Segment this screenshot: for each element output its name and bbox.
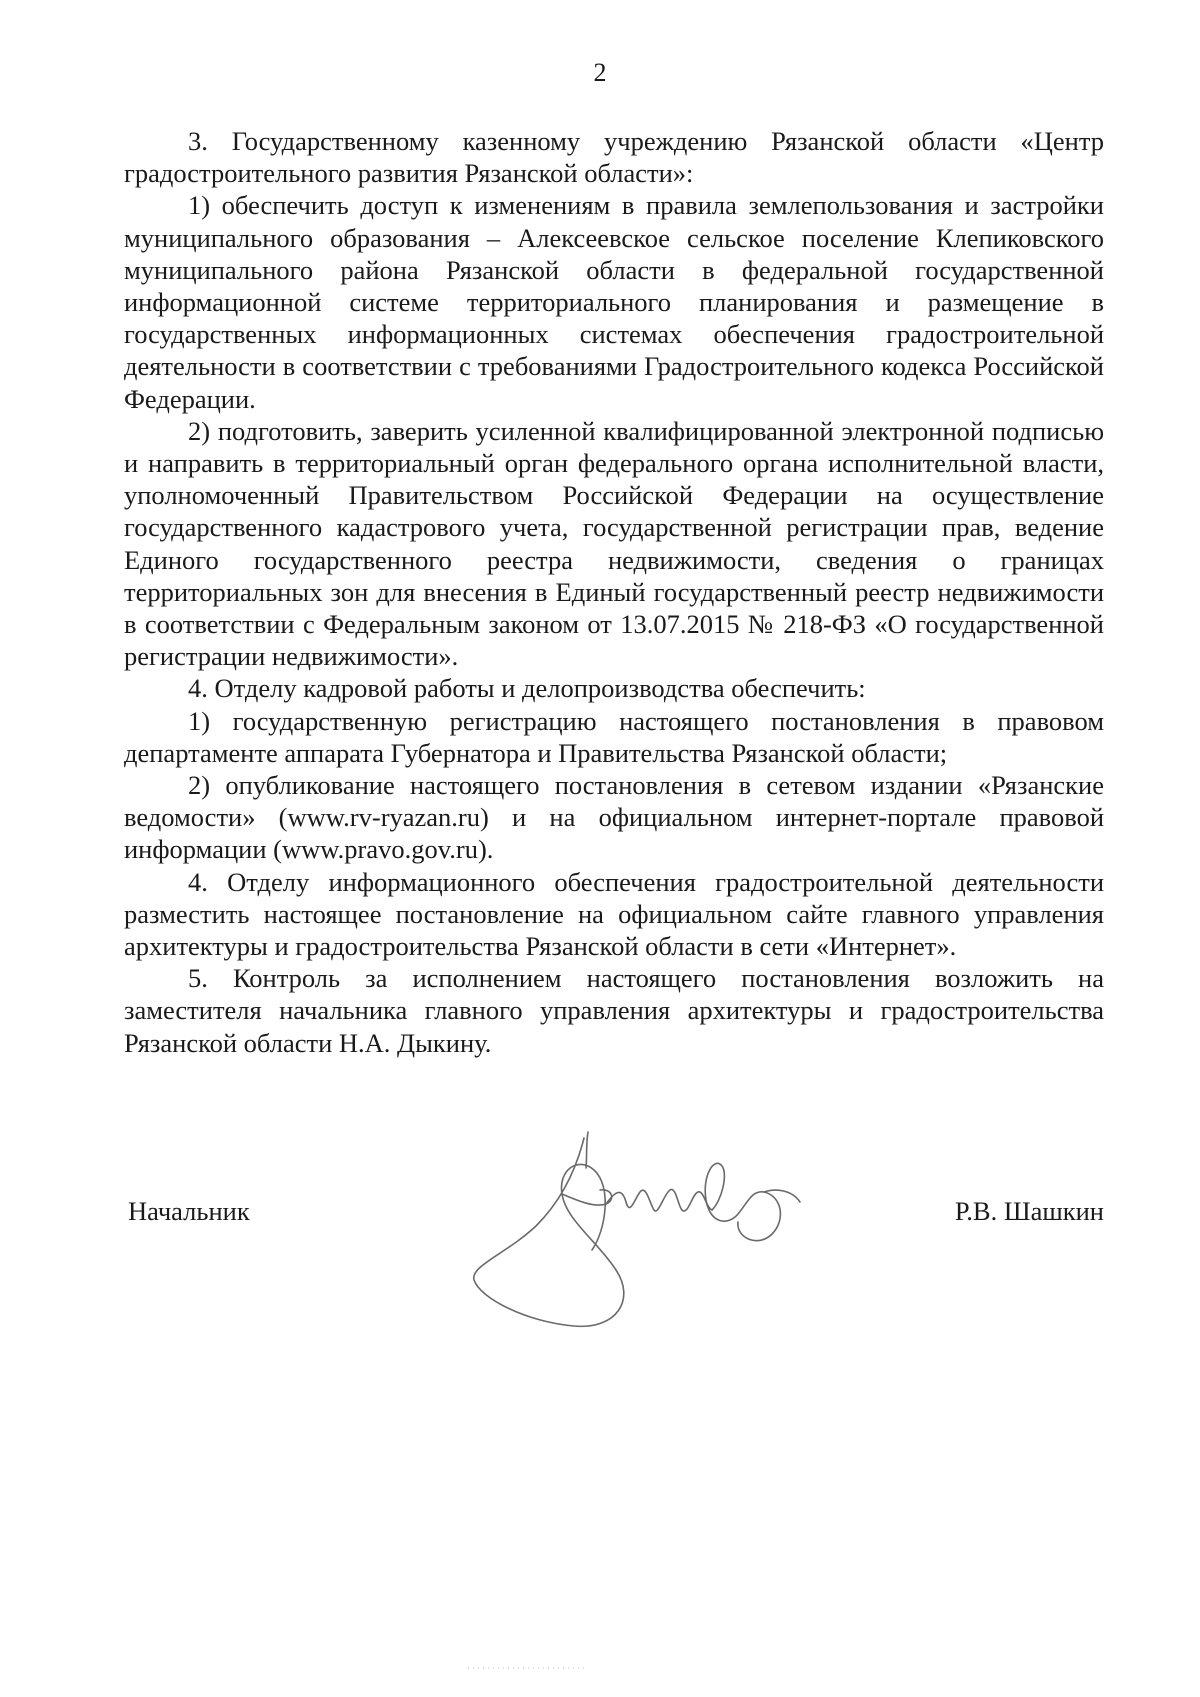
paragraph-4-records: 4. Отделу кадровой работы и делопроизводства обеспечить: <box>188 673 866 704</box>
signer-name: Р.В. Шашкин <box>954 1196 1104 1226</box>
paragraph-3-item-2: 2) подготовить, заверить усиленной квалифицированной электронной подписью и направить в территориальный орган федерального органа исполнительной власти, уполномоченный Правительством Российской Федерации на осуществление государственного кадастрового учета, государственной регистрации прав, ведение Единого государственного реестра недвижимости, сведения о границах территориальных зон для внесения в Единый государственный реестр недвижимости в соответствии с Федеральным законом от 13.07.2015 № 218-ФЗ «О государственной регистрации недвижимости». <box>124 415 1104 672</box>
paragraph-3-item-1: 1) обеспечить доступ к изменениям в правила землепользования и застройки муниципального образования – Алексеевское сельское поселение Клепиковского муниципального района Рязанской области в федеральной государственной информационной системе территориального планирования и размещение в государственных информационных системах обеспечения градостроительной деятельности в соответствии с требованиями Градостроительного кодекса Российской Федерации. <box>124 190 1104 414</box>
paragraph-4-item-1: 1) государственную регистрацию настоящего постановления в правовом департаменте аппарата Губернатора и Правительства Рязанской области; <box>124 705 1104 768</box>
scan-artifact-dots <box>468 1665 588 1671</box>
paragraph-4-info: 4. Отделу информационного обеспечения градостроительной деятельности разместить настоящее постановление на официальном сайте главного управления архитектуры и градостроительства Рязанской области в сети «Интернет». <box>124 866 1104 962</box>
document-body <box>124 125 1104 1059</box>
page-number: 2 <box>593 58 607 87</box>
position-title: Начальник <box>128 1196 250 1226</box>
paragraph-3-center: 3. Государственному казенному учреждению Рязанской области «Центр градостроительного развития Рязанской области»: <box>124 126 1104 189</box>
handwritten-signature-icon <box>466 1130 846 1340</box>
paragraph-5-control: 5. Контроль за исполнением настоящего постановления возложить на заместителя начальника главного управления архитектуры и градостроительства Рязанской области Н.А. Дыкину. <box>124 963 1104 1058</box>
paragraph-4-item-2: 2) опубликование настоящего постановления в сетевом издании «Рязанские ведомости» (www.rv-ryazan.ru) и на официальном интернет-портале правовой информации (www.pravo.gov.ru). <box>124 770 1104 865</box>
